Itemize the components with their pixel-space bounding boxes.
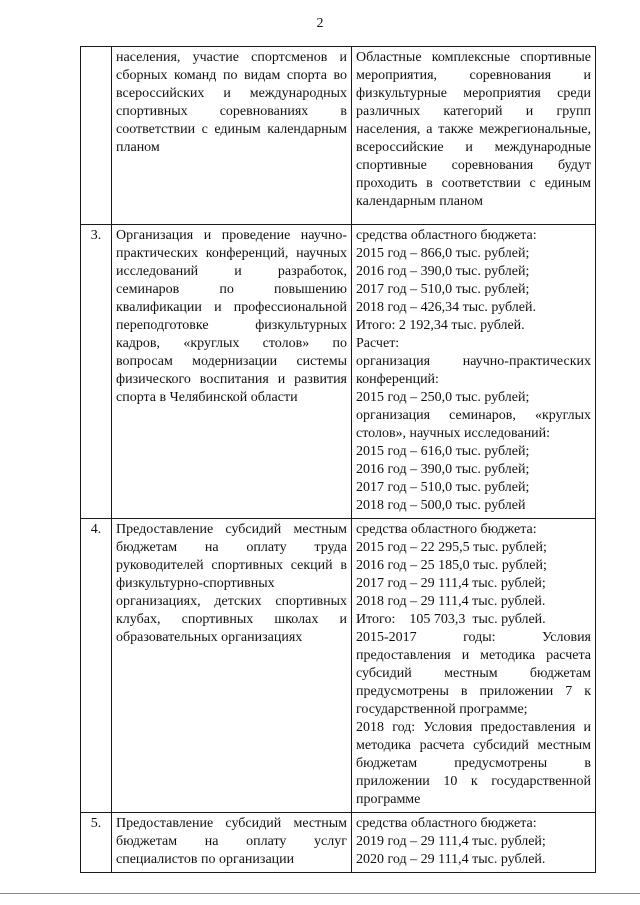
funding-line: 2020 год – 29 111,4 тыс. рублей. [356,852,546,867]
funding-line: 2015 год – 866,0 тыс. рублей; [356,246,530,261]
result-cell [352,47,596,225]
conditions-text: 2018 год: Условия предоставления и методика расчета субсидий местным бюджетам предусмотрены в приложении 10 к государственной программе [356,720,591,807]
measure-cell [112,47,352,225]
measure-text: Предоставление субсидий местным бюджетам на оплату труда руководителей спортивных секций в физкультурно-спортивных организациях, детских спортивных клубах, спортивных школах и образовательных организациях [116,522,347,645]
funding-total: Итого: 105 703,3 тыс. рублей. [356,612,546,627]
table-row [81,813,596,873]
funding-line: средства областного бюджета: [356,522,537,537]
measure-cell [112,225,352,519]
table-row [81,519,596,813]
funding-line: 2017 год – 510,0 тыс. рублей; [356,480,530,495]
table-row [81,47,596,225]
funding-line: 2018 год – 426,34 тыс. рублей. [356,300,536,315]
page-bottom-rule [0,893,640,894]
funding-line: 2019 год – 29 111,4 тыс. рублей; [356,834,546,849]
row-number: 3. [81,225,112,519]
funding-line: 2015 год – 22 295,5 тыс. рублей; [356,540,547,555]
result-text: Областные комплексные спортивные мероприятия, соревнования и физкультурные мероприятия среди различных категорий и групп населения, а также межрегиональные, всероссийские и международные спортивные соревнования будут проходить в соответствии с единым календарным планом [356,50,591,209]
measure-text: населения, участие спортсменов и сборных команд по видам спорта во всероссийских и международных спортивных соревнованиях в соответствии с единым календарным планом [116,50,347,155]
funding-cell [352,813,596,873]
funding-cell [352,225,596,519]
funding-line: 2018 год – 500,0 тыс. рублей [356,498,526,513]
calculation-heading: Расчет: [356,336,400,351]
funding-line: средства областного бюджета: [356,228,537,243]
funding-line: 2017 год – 29 111,4 тыс. рублей; [356,576,546,591]
funding-line: 2018 год – 29 111,4 тыс. рублей. [356,594,546,609]
row-number [81,47,112,225]
funding-line: 2016 год – 390,0 тыс. рублей; [356,264,530,279]
measure-cell [112,519,352,813]
funding-line: 2017 год – 510,0 тыс. рублей; [356,282,530,297]
funding-line: средства областного бюджета: [356,816,537,831]
program-table [80,46,596,873]
row-number: 4. [81,519,112,813]
measure-text: Предоставление субсидий местным бюджетам на оплату услуг специалистов по организации [116,816,347,867]
funding-total: Итого: 2 192,34 тыс. рублей. [356,318,525,333]
row-number: 5. [81,813,112,873]
conditions-text: 2015-2017 годы: Условия предоставления и методика расчета субсидий местным бюджетам предусмотрены в приложении 7 к государственной программе; [356,630,591,717]
funding-line: 2015 год – 250,0 тыс. рублей; [356,390,530,405]
funding-line: 2016 год – 25 185,0 тыс. рублей; [356,558,547,573]
funding-line: организация научно-практических конференций: [356,354,591,387]
measure-text: Организация и проведение научно-практических конференций, научных исследований и разработок, семинаров по повышению квалификации и профессиональной переподготовке физкультурных кадров, «круглых столов» по вопросам модернизации системы физического воспитания и развития спорта в Челябинской области [116,228,347,405]
measure-cell [112,813,352,873]
funding-line: 2015 год – 616,0 тыс. рублей; [356,444,530,459]
funding-line: 2016 год – 390,0 тыс. рублей; [356,462,530,477]
page-number: 2 [316,16,324,31]
funding-line: организация семинаров, «круглых столов», научных исследований: [356,408,591,441]
table-row [81,225,596,519]
funding-cell [352,519,596,813]
